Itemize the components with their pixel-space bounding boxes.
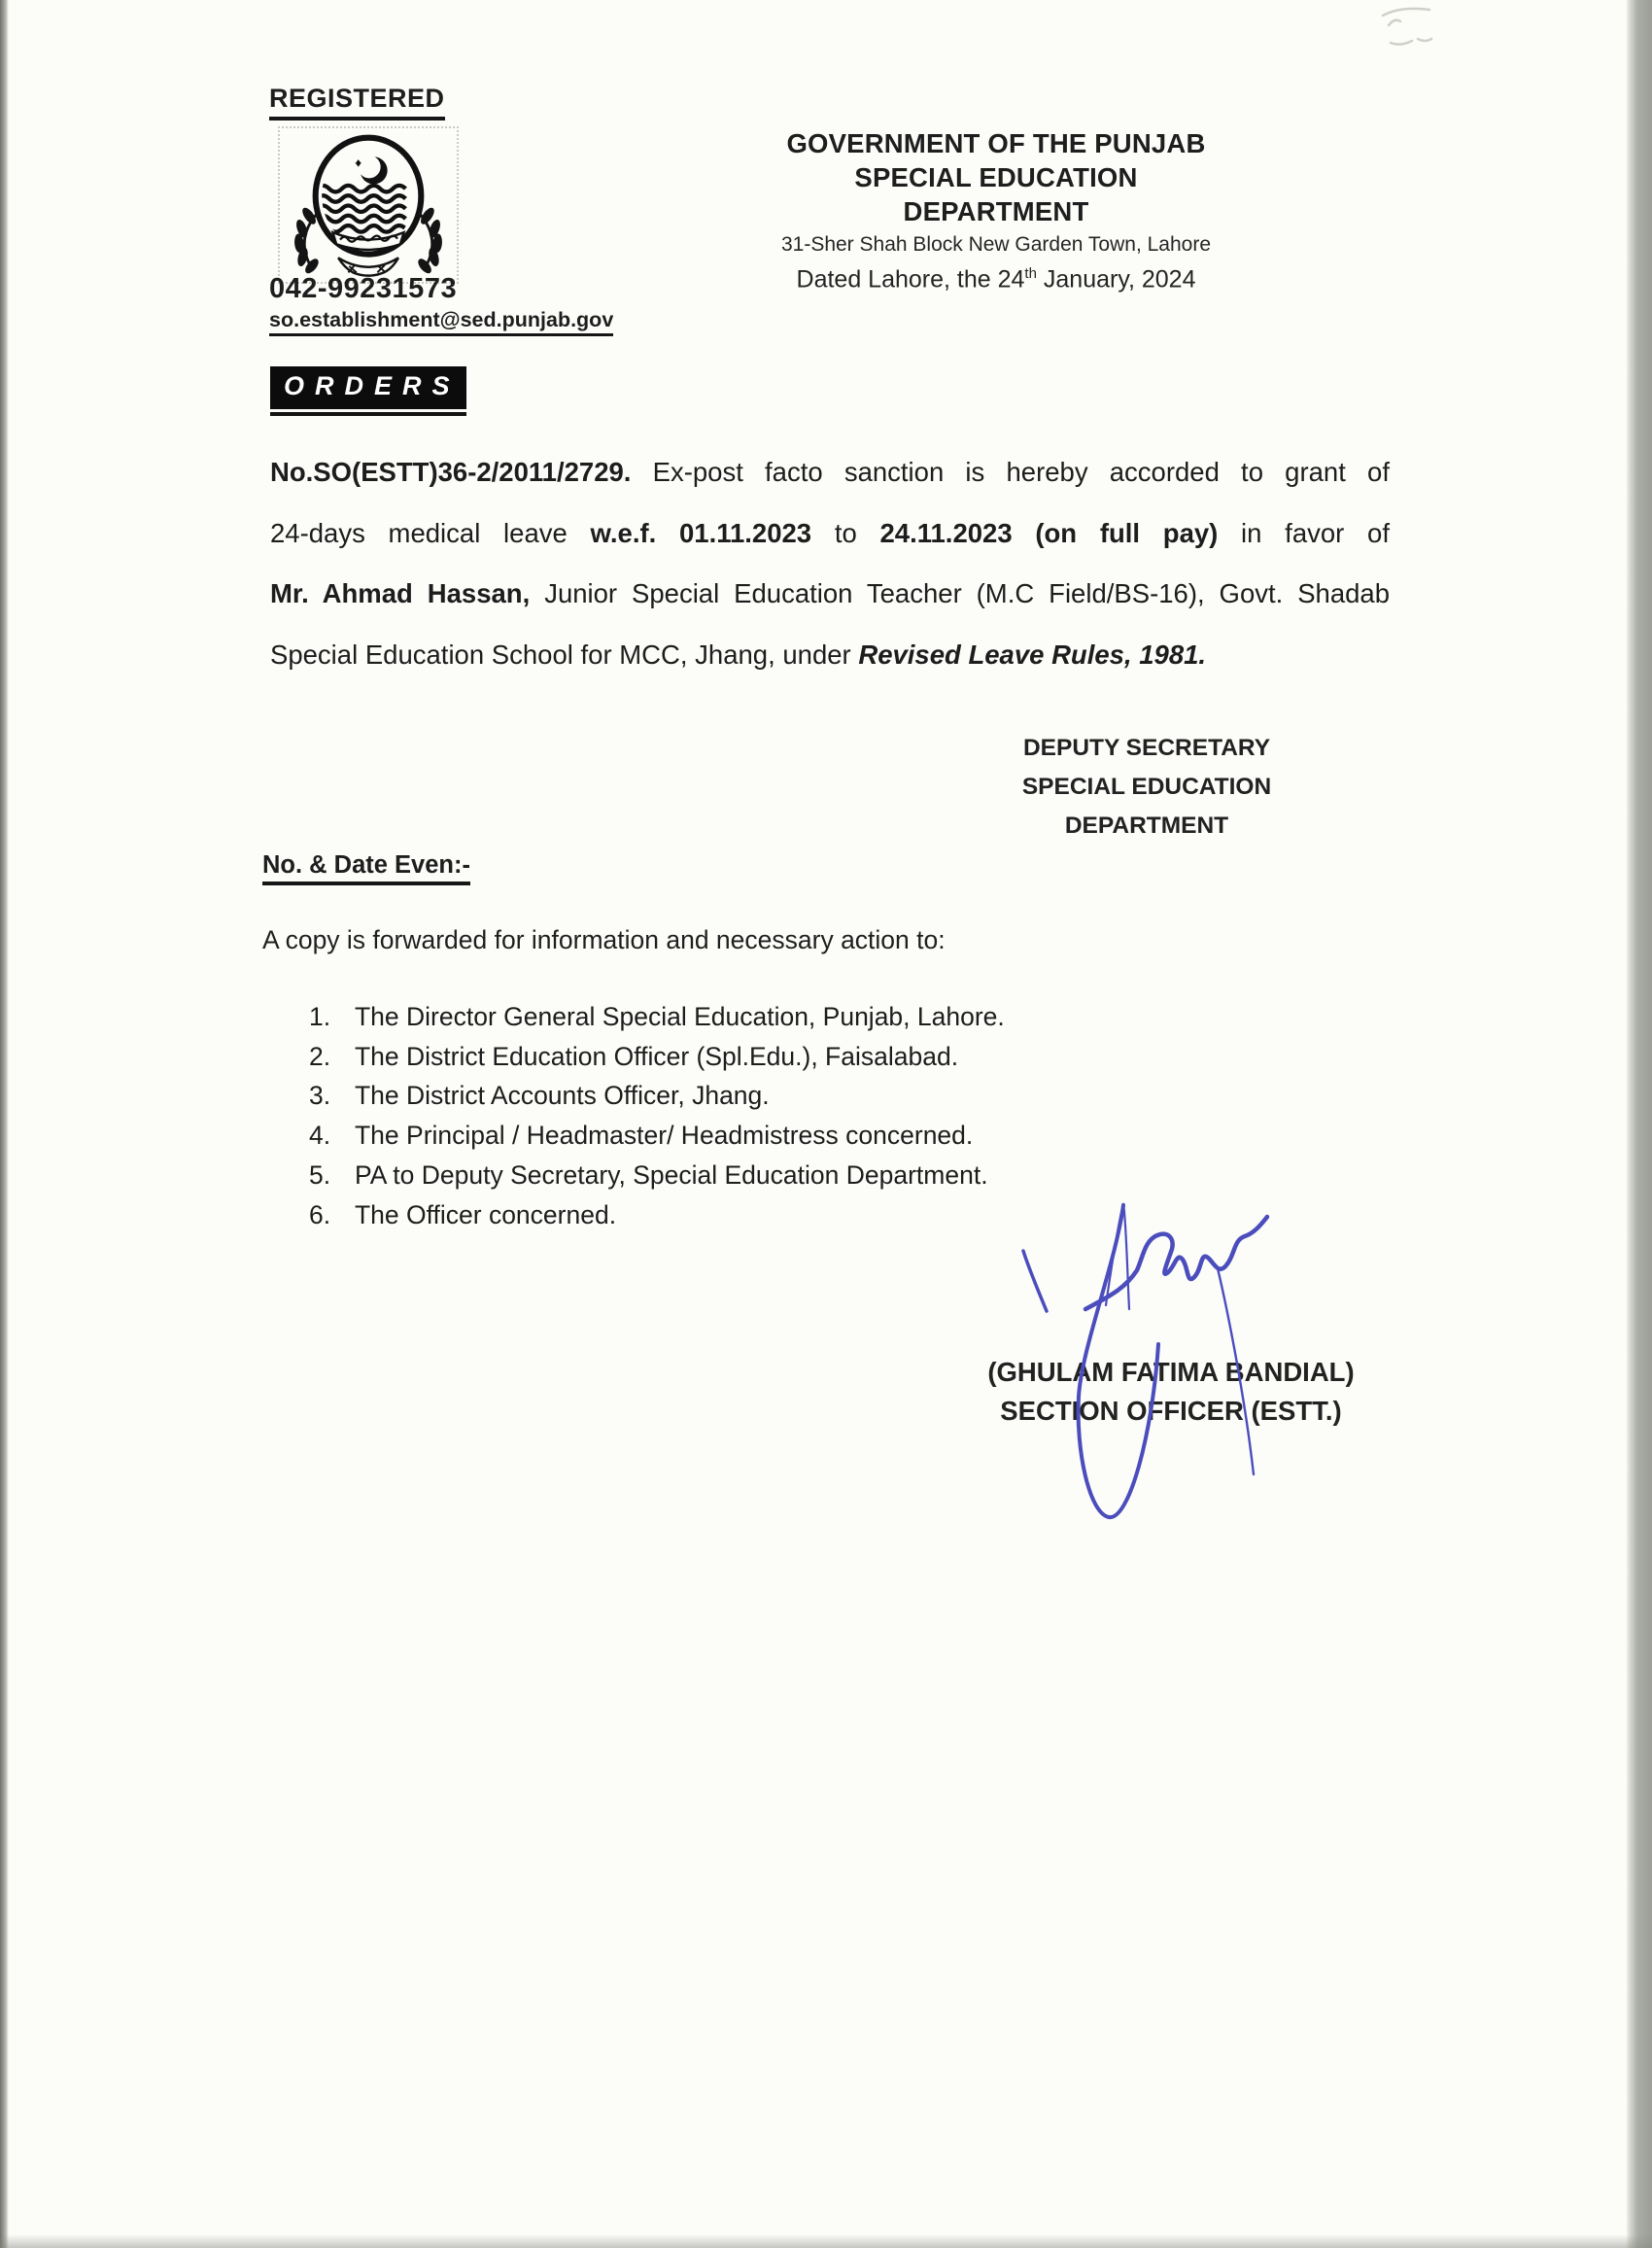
- list-item: 2. The District Education Officer (Spl.Edu.), Faisalabad.: [309, 1041, 959, 1071]
- order-body: [270, 442, 1390, 685]
- order-body-line2: 24-days medical leave w.e.f. 01.11.2023 to 24.11.2023 (on full pay) in favor of: [270, 517, 1390, 548]
- handwritten-signature-ink: [977, 1142, 1278, 1550]
- list-item: 5. PA to Deputy Secretary, Special Education Department.: [309, 1159, 988, 1190]
- registered-stamp: REGISTERED: [269, 84, 445, 121]
- department-address: 31-Sher Shah Block New Garden Town, Lahore: [780, 233, 1212, 256]
- orders-heading: ORDERS: [270, 366, 466, 409]
- scan-edge-right: [1626, 0, 1652, 2248]
- signatory-block: [928, 1353, 1414, 1431]
- authority-title-line3: DEPARTMENT: [1064, 813, 1229, 839]
- signatory-name: (GHULAM FATIMA BANDIAL): [987, 1357, 1355, 1387]
- government-title: GOVERNMENT OF THE PUNJAB: [786, 128, 1206, 158]
- list-item: 3. The District Accounts Officer, Jhang.: [309, 1081, 770, 1111]
- list-item: 4. The Principal / Headmaster/ Headmistress concerned.: [309, 1121, 974, 1151]
- orders-heading-wrap: [270, 366, 466, 416]
- crescent-star: [355, 156, 388, 185]
- department-title: SPECIAL EDUCATION DEPARTMENT: [854, 162, 1138, 226]
- signatory-title: SECTION OFFICER (ESTT.): [1000, 1396, 1342, 1426]
- order-body-line1: No.SO(ESTT)36-2/2011/2729. Ex-post facto sanction is hereby accorded to grant of: [270, 457, 1390, 487]
- approving-authority-block: [952, 729, 1341, 846]
- crest-banner: [332, 232, 403, 250]
- distribution-heading: No. & Date Even:-: [262, 851, 470, 885]
- punjab-government-crest-icon: [282, 130, 455, 280]
- distribution-list: [309, 997, 1005, 1234]
- list-item: 1. The Director General Special Education, Punjab, Lahore.: [309, 1002, 1005, 1031]
- logo-frame: [278, 126, 459, 284]
- distribution-intro: A copy is forwarded for information and necessary action to:: [262, 925, 946, 954]
- phone-number: 042-99231573: [269, 273, 458, 304]
- email-address[interactable]: so.establishment@sed.punjab.gov: [269, 308, 613, 336]
- order-body-line4: Special Education School for MCC, Jhang, under Revised Leave Rules, 1981.: [270, 639, 1207, 670]
- dateline: Dated Lahore, the 24th January, 2024: [796, 265, 1196, 294]
- order-body-line3: Mr. Ahmad Hassan, Junior Special Education Teacher (M.C Field/BS-16), Govt. Shadab: [270, 578, 1391, 608]
- river-waves: [317, 186, 406, 232]
- date-ordinal-suffix: th: [1024, 265, 1037, 282]
- laurel-right: [416, 206, 442, 275]
- scan-edge-bottom: [0, 2234, 1652, 2248]
- department-header: [768, 126, 1224, 258]
- laurel-left: [294, 206, 321, 275]
- pencil-scribble-mark: [1375, 2, 1467, 60]
- authority-title-line1: DEPUTY SECRETARY: [1022, 735, 1271, 761]
- list-item: 6. The Officer concerned.: [309, 1199, 617, 1229]
- scan-edge-left: [0, 0, 9, 2248]
- authority-title-line2: SPECIAL EDUCATION: [1021, 774, 1272, 800]
